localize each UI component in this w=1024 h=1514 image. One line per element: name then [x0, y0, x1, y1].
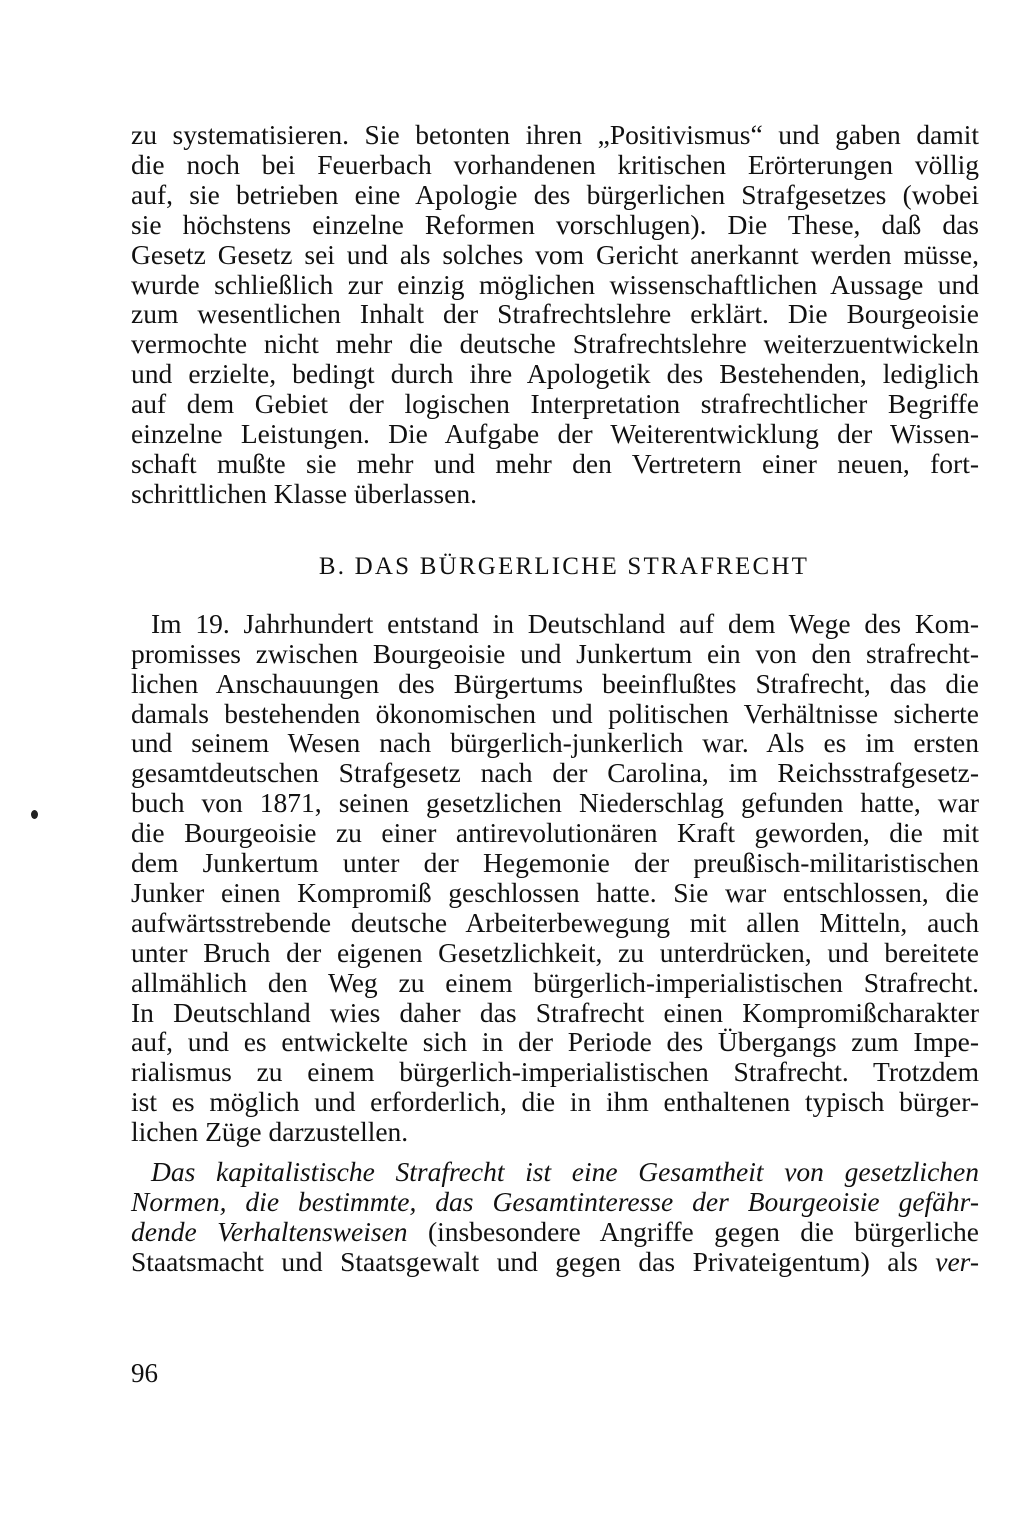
roman-fragment: (insbesondere Angriffe gegen die bürgerliche	[407, 1215, 979, 1247]
text-line: schaft mußte sie mehr und mehr den Vertretern einer neuen, fort-	[131, 447, 979, 479]
margin-ink-mark	[31, 810, 38, 819]
text-line-italic: Normen, die bestimmte, das Gesamtinteresse der Bourgeoisie gefähr-	[131, 1186, 979, 1217]
text-line: allmählich den Weg zu einem bürgerlich-imperialistischen Strafrecht.	[131, 966, 979, 998]
text-line: damals bestehenden ökonomischen und politischen Verhältnisse sicherte	[131, 697, 979, 729]
text-line: auf, und es entwickelte sich in der Periode des Übergangs zum Impe-	[131, 1026, 979, 1058]
paragraph-bourgeois-criminal-law	[131, 609, 979, 1147]
text-line: auf dem Gebiet der logischen Interpretation strafrechtlicher Begriffe	[131, 388, 979, 420]
text-line: rialismus zu einem bürgerlich-imperialistischen Strafrecht. Trotzdem	[131, 1056, 979, 1088]
text-line-mixed	[131, 1217, 979, 1247]
text-line-italic: Das kapitalistische Strafrecht ist eine Gesamtheit von gesetzlichen	[151, 1156, 979, 1188]
text-line: ist es möglich und erforderlich, die in ihm enthaltenen typisch bürger-	[131, 1086, 979, 1118]
text-line: die noch bei Feuerbach vorhandenen kritischen Erörterungen völlig	[131, 148, 979, 180]
text-line: unter Bruch der eigenen Gesetzlichkeit, zu unterdrücken, und bereitete	[131, 936, 979, 968]
text-line: wurde schließlich zur einzig möglichen wissenschaftlichen Aussage und	[131, 268, 979, 300]
roman-fragment: Staatsmacht und Staatsgewalt und gegen das Privateigentum) als	[131, 1245, 936, 1277]
text-line: lichen Anschauungen des Bürgertums beeinflußtes Strafrecht, das die	[131, 667, 979, 699]
text-line: Junker einen Kompromiß geschlossen hatte. Sie war entschlossen, die	[131, 876, 979, 908]
italic-fragment: ver-	[935, 1245, 979, 1277]
text-line: die Bourgeoisie zu einer antirevolutionären Kraft geworden, die mit	[131, 817, 979, 849]
page-number: 96	[131, 1358, 158, 1388]
text-line: promisses zwischen Bourgeoisie und Junkertum ein von den strafrecht-	[131, 637, 979, 669]
text-line: zum wesentlichen Inhalt der Strafrechtslehre erklärt. Die Bourgeoisie	[131, 298, 979, 330]
italic-fragment: dende Verhaltensweisen	[131, 1215, 408, 1247]
text-line: Gesetz Gesetz sei und als solches vom Gericht anerkannt werden müsse,	[131, 238, 979, 270]
text-line: schrittlichen Klasse überlassen.	[131, 477, 477, 509]
text-line: und erzielte, bedingt durch ihre Apologetik des Bestehenden, lediglich	[131, 358, 979, 390]
text-line: In Deutschland wies daher das Strafrecht einen Kompromißcharakter	[131, 996, 979, 1028]
text-line: lichen Züge darzustellen.	[131, 1116, 409, 1148]
text-line: gesamtdeutschen Strafgesetz nach der Carolina, im Reichsstrafgesetz-	[131, 757, 979, 789]
text-line: dem Junkertum unter der Hegemonie der preußisch-militaristischen	[131, 847, 979, 879]
text-line: vermochte nicht mehr die deutsche Strafrechtslehre weiterzuentwickeln	[131, 328, 979, 360]
section-heading: B. DAS BÜRGERLICHE STRAFRECHT	[318, 552, 810, 580]
text-line: sie höchstens einzelne Reformen vorschlugen). Die These, daß das	[131, 208, 979, 240]
text-line: einzelne Leistungen. Die Aufgabe der Weiterentwicklung der Wissen-	[131, 418, 979, 450]
text-line: Im 19. Jahrhundert entstand in Deutschland auf dem Wege des Kom-	[151, 607, 979, 639]
text-line: und seinem Wesen nach bürgerlich-junkerlich war. Als es im ersten	[131, 727, 979, 759]
page-text-block	[131, 120, 979, 1277]
text-line-mixed	[131, 1247, 979, 1277]
text-line: buch von 1871, seinen gesetzlichen Niederschlag gefunden hatte, war	[131, 787, 979, 819]
paragraph-continuation	[131, 120, 979, 509]
paragraph-definition	[131, 1157, 979, 1277]
text-line: zu systematisieren. Sie betonten ihren „Positivismus“ und gaben damit	[131, 119, 979, 150]
text-line: aufwärtsstrebende deutsche Arbeiterbewegung mit allen Mitteln, auch	[131, 906, 979, 938]
text-line: auf, sie betrieben eine Apologie des bürgerlichen Strafgesetzes (wobei	[131, 178, 979, 210]
